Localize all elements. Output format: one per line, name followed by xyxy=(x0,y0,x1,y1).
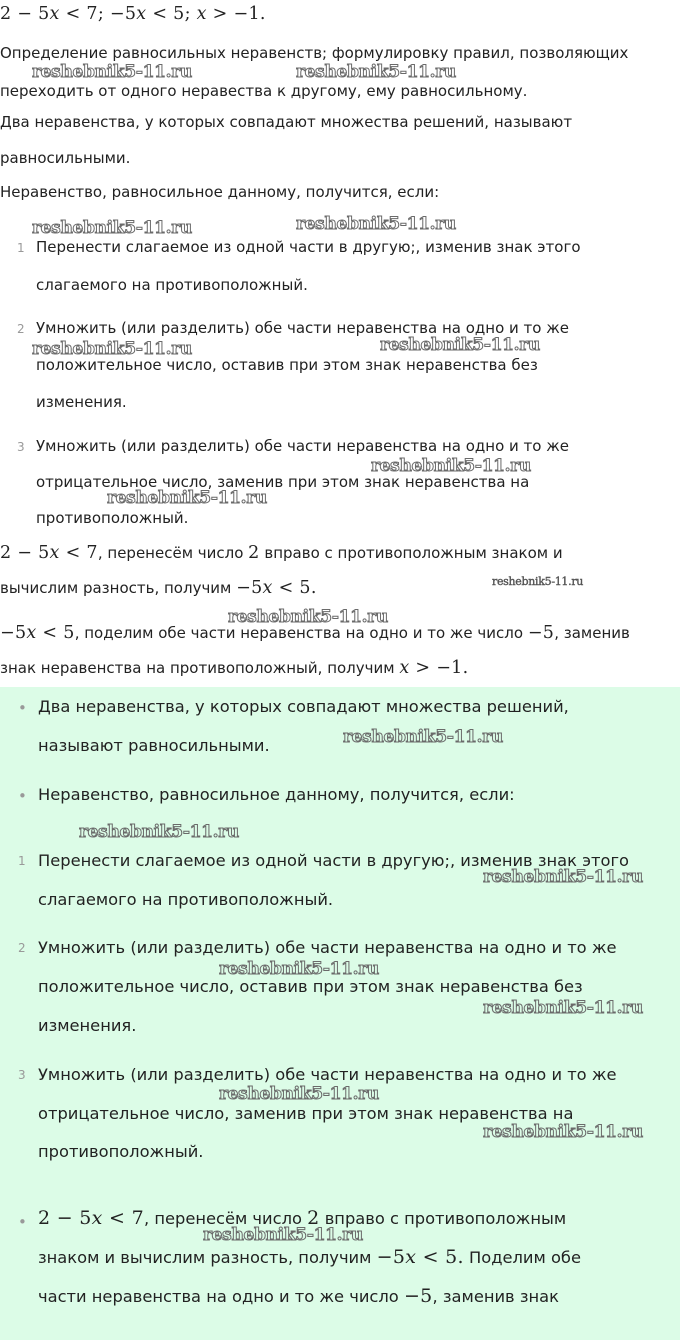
list-item-line: Умножить (или разделить) обе части неравенства на одно и то же xyxy=(38,1065,617,1084)
list-number: 3 xyxy=(18,1068,26,1082)
solution-text: вычислим разность, получим xyxy=(0,579,237,597)
bullet-line: Два неравенства, у которых совпадают множества решений, xyxy=(38,697,569,716)
math-expression: −5𝑥 < 5. xyxy=(236,578,317,598)
list-item-line: изменения. xyxy=(38,1016,137,1035)
math-number: −5 xyxy=(403,1285,433,1307)
math-number: −5 xyxy=(527,623,555,643)
watermark: reshebnik5-11.ru xyxy=(32,218,192,238)
math-expression: 2 − 5𝑥 < 7 xyxy=(38,1207,144,1229)
list-item-line: изменения. xyxy=(36,393,127,411)
solution-text: вправо с противоположным знаком и xyxy=(259,544,563,562)
math-expression: 2 − 5𝑥 < 7 xyxy=(0,543,98,563)
bullet-line: Неравенство, равносильное данному, получится, если: xyxy=(38,785,515,804)
solution-text: знаком и вычислим разность, получим xyxy=(38,1248,377,1267)
bullet-line xyxy=(38,1207,566,1229)
solution-line-1 xyxy=(0,543,563,563)
list-item-line: Умножить (или разделить) обе части неравенства на одно и то же xyxy=(38,938,617,957)
math-number: 2 xyxy=(248,543,260,563)
watermark: reshebnik5-11.ru xyxy=(371,456,531,476)
answer-formula: 2 − 5𝑥 < 7; −5𝑥 < 5; 𝑥 > −1. xyxy=(0,4,266,24)
rule-intro: Неравенство, равносильное данному, получится, если: xyxy=(0,183,440,201)
equivalence-line-1: Два неравенства, у которых совпадают множества решений, называют xyxy=(0,113,573,131)
watermark: reshebnik5-11.ru xyxy=(296,62,456,82)
list-item-line: положительное число, оставив при этом знак неравенства без xyxy=(38,977,583,996)
solution-text: , заменив знак xyxy=(432,1287,559,1306)
math-expression: −5𝑥 < 5. xyxy=(376,1246,464,1268)
solution-line-3 xyxy=(0,623,630,643)
list-item-line: Умножить (или разделить) обе части неравенства на одно и то же xyxy=(36,319,569,337)
bullet: • xyxy=(18,699,27,717)
bullet: • xyxy=(18,787,27,805)
watermark: reshebnik5-11.ru xyxy=(492,575,584,588)
list-item-line: противоположный. xyxy=(36,509,189,527)
solution-text: Поделим обе xyxy=(463,1248,581,1267)
watermark: reshebnik5-11.ru xyxy=(228,607,388,627)
solution-line-2 xyxy=(0,578,317,598)
definition-line-1: Определение равносильных неравенств; формулировку правил, позволяющих xyxy=(0,44,629,62)
solution-text: части неравенства на одно и то же число xyxy=(38,1287,404,1306)
list-number: 2 xyxy=(18,941,26,955)
list-item-line: отрицательное число, заменив при этом знак неравенства на xyxy=(36,473,530,491)
solution-text: , заменив xyxy=(554,624,630,642)
solution-text: , поделим обе части неравенства на одно и то же число xyxy=(74,624,528,642)
watermark: reshebnik5-11.ru xyxy=(32,62,192,82)
list-item-line: слагаемого на противоположный. xyxy=(36,276,308,294)
solution-text: знак неравенства на противоположный, получим xyxy=(0,659,400,677)
math-number: 2 xyxy=(307,1207,320,1229)
watermark: reshebnik5-11.ru xyxy=(32,339,192,359)
solution-text: , перенесём число xyxy=(143,1209,308,1228)
bullet-line xyxy=(38,1285,559,1307)
equivalence-line-2: равносильными. xyxy=(0,149,131,167)
watermark: reshebnik5-11.ru xyxy=(380,335,540,355)
list-number: 3 xyxy=(17,440,25,454)
list-item-line: Умножить (или разделить) обе части неравенства на одно и то же xyxy=(36,437,569,455)
bullet-line xyxy=(38,1246,581,1268)
list-item-line: отрицательное число, заменив при этом знак неравенства на xyxy=(38,1104,574,1123)
list-item-line: положительное число, оставив при этом знак неравенства без xyxy=(36,356,538,374)
bullet: • xyxy=(18,1213,27,1231)
list-item-line: противоположный. xyxy=(38,1142,204,1161)
math-expression: 𝑥 > −1. xyxy=(399,658,469,678)
list-number: 2 xyxy=(17,322,25,336)
watermark: reshebnik5-11.ru xyxy=(296,214,456,234)
list-number: 1 xyxy=(17,241,25,255)
definition-line-2: переходить от одного неравества к другому, ему равносильному. xyxy=(0,82,528,100)
bullet-line: называют равносильными. xyxy=(38,736,270,755)
list-item-line: слагаемого на противоположный. xyxy=(38,890,334,909)
list-item-line: Перенести слагаемое из одной части в другую;, изменив знак этого xyxy=(36,238,581,256)
solution-text: вправо с противоположным xyxy=(319,1209,567,1228)
list-item-line: Перенести слагаемое из одной части в другую;, изменив знак этого xyxy=(38,851,630,870)
solution-line-4 xyxy=(0,658,468,678)
list-number: 1 xyxy=(18,854,26,868)
math-expression: −5𝑥 < 5 xyxy=(0,623,75,643)
solution-text: , перенесём число xyxy=(97,544,249,562)
watermark: reshebnik5-11.ru xyxy=(107,488,267,508)
